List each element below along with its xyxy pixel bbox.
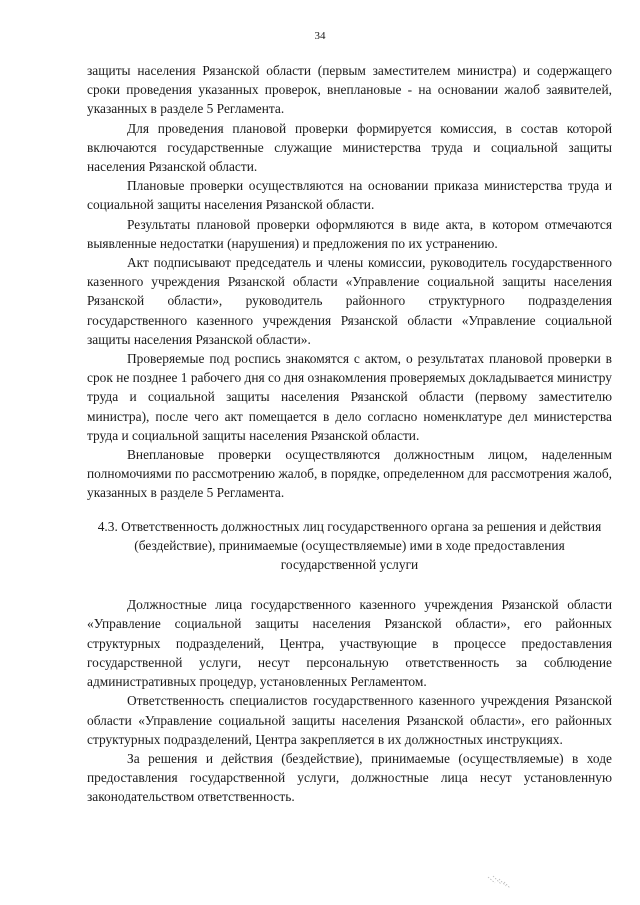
paragraph-specialists-liability: Ответственность специалистов государственного казенного учреждения Рязанской области «Управление социальной защиты населения Рязанской области», его районных структурных подразделений, Центра закрепляется в их должностных инструкциях. [87, 693, 612, 747]
section-heading-4-3: 4.3. Ответственность должностных лиц государственного органа за решения и действия (бездействие), принимаемые (осуществляемые) ими в ходе предоставления государственной услуги [97, 518, 602, 573]
paragraph-legal-liability: За решения и действия (бездействие), принимаемые (осуществляемые) в ходе предоставления государственной услуги, должностные лица несут установленную законодательством ответственность. [87, 750, 612, 805]
paragraph-act-signatures: Акт подписывают председатель и члены комиссии, руководитель государственного казенного учреждения Рязанской области «Управление социальной защиты населения Рязанской области», руководитель районного структурного подразделения государственного казенного учреждения Рязанской области «Управление социальной защиты населения Рязанской области». [87, 255, 612, 347]
paragraph-planned-basis: Плановые проверки осуществляются на основании приказа министерства труда и социальной защиты населения Рязанской области. [87, 178, 612, 213]
paragraph-acquaintance: Проверяемые под роспись знакомятся с актом, о результатах плановой проверки в срок не позднее 1 рабочего дня со дня ознакомления проверяемых докладывается министру труда и социальной защиты населения Рязанской области (первому заместителю министра), после чего акт помещается в дело согласно номенклатуре дел министерства труда и социальной защиты населения Рязанской области. [87, 351, 612, 443]
paragraph-continuation: защиты населения Рязанской области (первым заместителем министра) и содержащего сроки проведения указанных проверок, внеплановые - на основании жалоб заявителей, указанных в разделе 5 Регламента. [87, 63, 612, 117]
paragraph-unplanned: Внеплановые проверки осуществляются должностным лицом, наделенным полномочиями по рассмотрению жалоб, в порядке, определенном для рассмотрения жалоб, указанных в разделе 5 Регламента. [87, 447, 612, 501]
page-number: 34 [314, 30, 326, 42]
document-body [87, 61, 612, 807]
paragraph-act-results: Результаты плановой проверки оформляются в виде акта, в котором отмечаются выявленные недостатки (нарушения) и предложения по их устранению. [87, 216, 612, 251]
paragraph-officials-liability: Должностные лица государственного казенного учреждения Рязанской области «Управление социальной защиты населения Рязанской области», его районных структурных подразделений, Центра, участвующие в процессе предоставления государственной услуги, несут персональную ответственность за соблюдение административных процедур, установленных Регламентом. [87, 597, 612, 690]
scan-artifact [486, 873, 512, 891]
paragraph-commission: Для проведения плановой проверки формируется комиссия, в состав которой включаются государственные служащие министерства труда и социальной защиты населения Рязанской области. [87, 120, 612, 175]
